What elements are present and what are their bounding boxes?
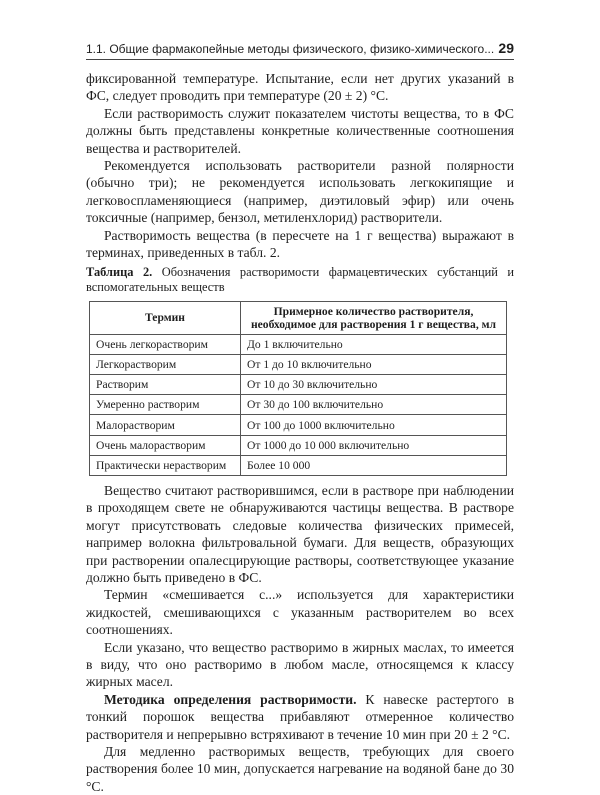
table-caption-text: Обозначения растворимости фармацевтических субстанций и вспомогательных веществ [86,265,514,295]
table-row [90,415,507,435]
table-row [90,375,507,395]
running-title: 1.1. Общие фармакопейные методы физического, физико-химического... [86,42,495,56]
amount-cell: От 100 до 1000 включительно [241,415,507,435]
amount-cell: Более 10 000 [241,455,507,475]
term-cell: Практически нерастворим [90,455,241,475]
table-caption-label: Таблица 2. [86,265,153,280]
method-heading: Методика определения растворимости. [104,691,357,707]
table-row [90,334,507,354]
body-text [86,70,514,795]
method-text: К навеске растертого в тонкий порошок вещества прибавляют отмеренное количество растворителя и непрерывно встряхивают в течение 10 мин при 20 ± 2 °С. [86,691,515,742]
paragraph: Вещество считают растворившимся, если в растворе при наблюдении в проходящем свете не обнаруживаются частицы вещества. В растворе могут присутствовать следовые количества физических примесей, например волокна фильтровальной бумаги. Для веществ, образующих при растворении опалесцирующие растворы, соответствующее указание должно быть приведено в ФС. [86,482,514,585]
term-cell: Очень легкорастворим [90,334,241,354]
term-cell: Легкорастворим [90,354,241,374]
page [86,40,514,795]
solubility-table [89,301,507,476]
paragraph: Рекомендуется использовать растворители разной полярности (обычно три); не рекомендуется использовать легкокипящие и легковоспламеняющиеся (например, диэтиловый эфир) или очень токсичные (например, бензол, метиленхлорид) растворители. [86,158,514,226]
paragraph: Растворимость вещества (в пересчете на 1 г вещества) выражают в терминах, приведенных в табл. 2. [86,227,514,261]
term-cell: Растворим [90,375,241,395]
column-header-term: Термин [90,301,241,334]
text-after-table [86,482,514,795]
amount-cell: От 1 до 10 включительно [241,354,507,374]
amount-cell: От 10 до 30 включительно [241,375,507,395]
paragraph: Если растворимость служит показателем чистоты вещества, то в ФС должны быть представлены конкретные количественные соотношения вещества и растворителей. [86,105,514,156]
amount-cell: До 1 включительно [241,334,507,354]
table-caption [86,265,514,294]
page-number: 29 [498,40,514,56]
table-row [90,435,507,455]
table-row [90,455,507,475]
amount-cell: От 30 до 100 включительно [241,395,507,415]
term-cell: Очень малорастворим [90,435,241,455]
table-header-row [90,301,507,334]
term-cell: Умеренно растворим [90,395,241,415]
amount-cell: От 1000 до 10 000 включительно [241,435,507,455]
paragraph: Для медленно растворимых веществ, требующих для своего растворения более 10 мин, допускается нагревание на водяной бане до 30 °С. [86,744,514,794]
table-row [90,354,507,374]
paragraph: фиксированной температуре. Испытание, если нет других указаний в ФС, следует проводить при температуре (20 ± 2) °С. [86,71,514,104]
column-header-amount: Примерное количество растворителя, необходимое для растворения 1 г вещества, мл [241,301,507,334]
term-cell: Малорастворим [90,415,241,435]
method-paragraph [86,691,514,743]
paragraph: Термин «смешивается с...» используется для характеристики жидкостей, смешивающихся с указанным растворителем во всех соотношениях. [86,587,514,638]
paragraph: Если указано, что вещество растворимо в жирных маслах, то имеется в виду, что оно растворимо в любом масле, относящемся к классу жирных масел. [86,639,514,690]
table-row [90,395,507,415]
running-header [86,40,514,60]
